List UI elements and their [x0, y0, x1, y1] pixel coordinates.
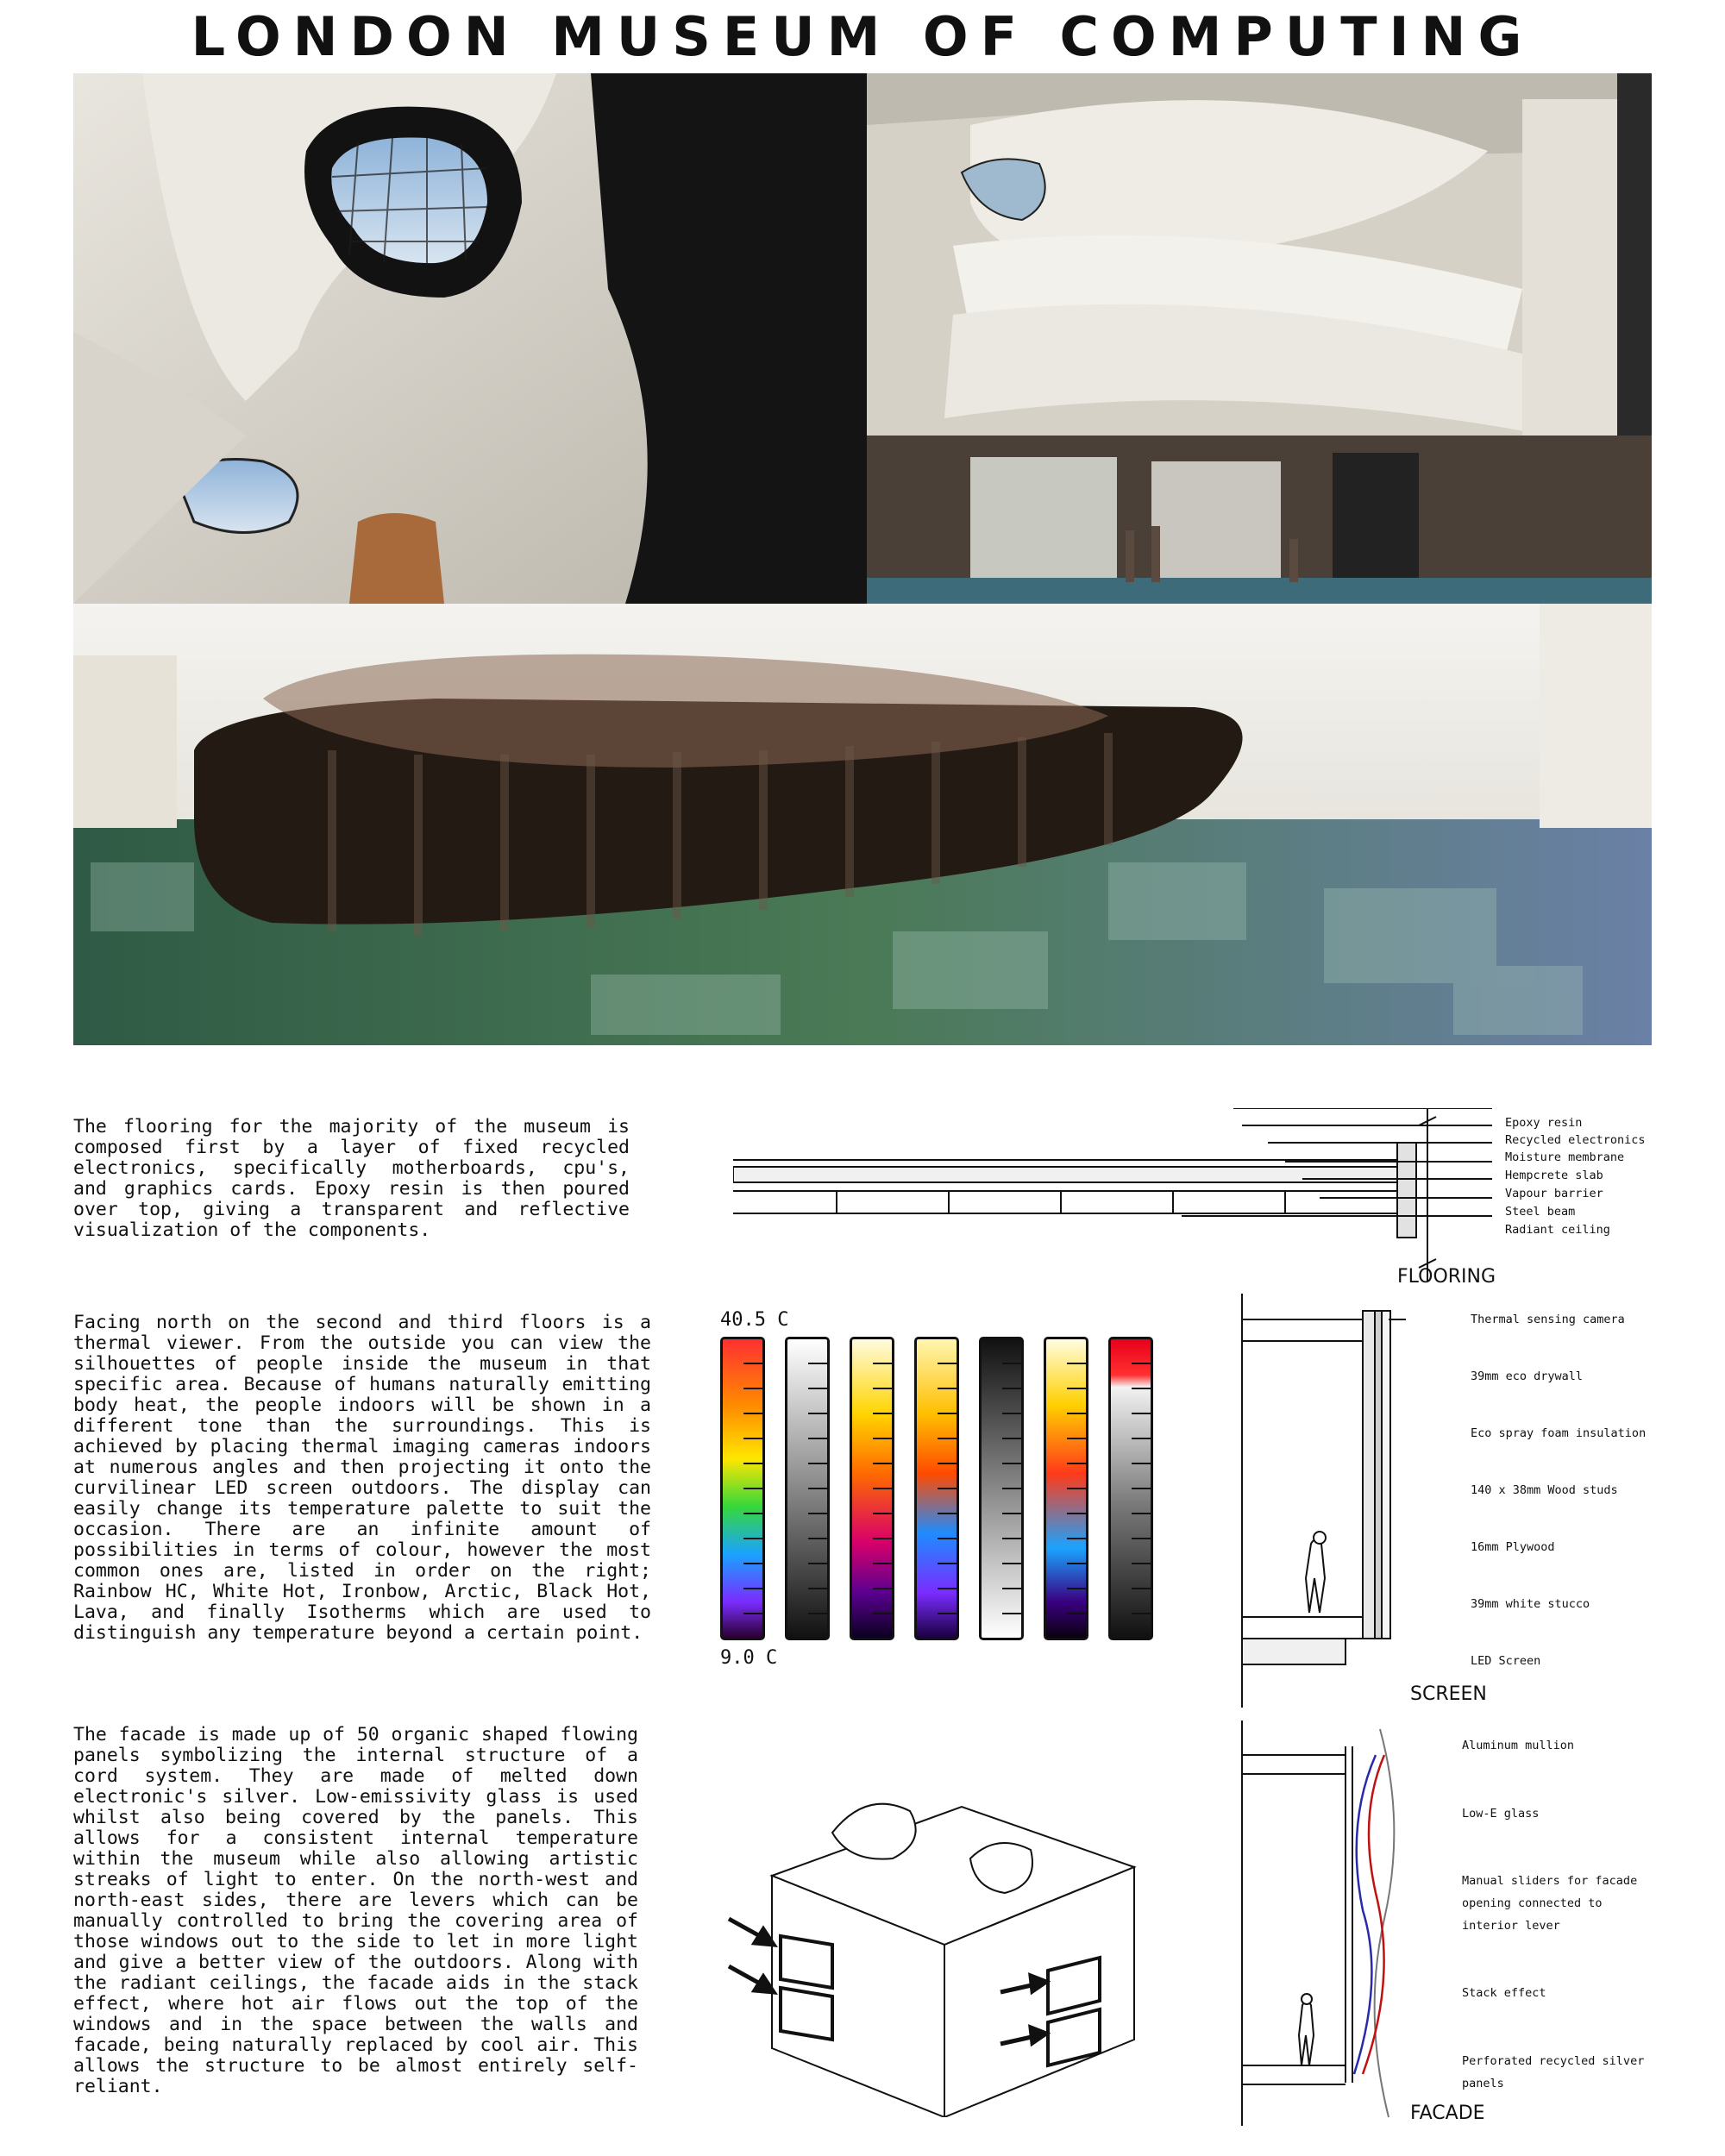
flooring-layer-label: Radiant ceiling: [1505, 1223, 1610, 1237]
flooring-section-diagram: [733, 1108, 1509, 1281]
facade-caption: FACADE: [1410, 2103, 1485, 2124]
facade-label: panels: [1462, 2077, 1504, 2090]
thermal-min-temperature: 9.0 C: [720, 1647, 778, 1669]
facade-section-diagram: [1233, 1720, 1484, 2126]
screen-layer-label: 39mm eco drywall: [1471, 1369, 1584, 1383]
screen-layer-label: 140 x 38mm Wood studs: [1471, 1483, 1618, 1497]
palette-ironbow: [850, 1337, 894, 1640]
render-skylight-view: [73, 73, 867, 604]
flooring-layer-label: Steel beam: [1505, 1205, 1576, 1219]
facade-label: opening connected to: [1462, 1896, 1603, 1910]
render-atrium-view: [867, 73, 1652, 604]
screen-layer-label: 16mm Plywood: [1471, 1540, 1555, 1554]
palette-arctic: [914, 1337, 959, 1640]
screen-section-drawing: [1233, 1294, 1492, 1708]
thermal-max-temperature: 40.5 C: [720, 1309, 789, 1331]
palette-black-hot: [979, 1337, 1024, 1640]
screen-caption: SCREEN: [1410, 1683, 1487, 1705]
flooring-layer-label: Vapour barrier: [1505, 1187, 1603, 1200]
palette-lava: [1044, 1337, 1088, 1640]
poster-title: LONDON MUSEUM OF COMPUTING: [191, 7, 1534, 67]
thermal-viewer-description: Facing north on the second and third floors is a thermal viewer. From the outside you can view the silhouettes of people inside the museum in that specific area. Because of humans naturally emitting body heat, the people indoors will be shown in a different tone than the surroundings. This is achieved by placing thermal imaging cameras indoors at numerous angles and then projecting it onto the curvilinear LED screen outdoors. The display can easily change its temperature palette to suit the occasion. There are an infinite amount of possibilities in terms of colour, however the most common ones are, listed in order on the right; Rainbow HC, White Hot, Ironbow, Arctic, Black Hot, Lava, and finally Isotherms which are used to distinguish any temperature beyond a certain point.: [73, 1312, 651, 1644]
facade-label: Aluminum mullion: [1462, 1739, 1575, 1752]
flooring-layer-label: Epoxy resin: [1505, 1116, 1583, 1130]
panorama-render-image: [73, 604, 1652, 1045]
flooring-caption: FLOORING: [1397, 1266, 1496, 1288]
flooring-layer-label: Hempcrete slab: [1505, 1169, 1603, 1182]
facade-section-drawing: [1233, 1720, 1484, 2126]
palette-rainbow-hc: [720, 1337, 765, 1640]
facade-label: Stack effect: [1462, 1986, 1546, 2000]
render-panorama-floor: [73, 604, 1652, 1045]
screen-layer-label: Eco spray foam insulation: [1471, 1426, 1647, 1440]
facade-description: The facade is made up of 50 organic shaped flowing panels symbolizing the internal structure of a cord system. They are made of melted down electronic's silver. Low-emissivity glass is used whilst also being covered by the panels. This allows for a consistent internal temperature within the museum while also allowing artistic streaks of light to enter. On the north-west and north-east sides, there are levers which can be manually controlled to bring the covering area of those windows out to the side to let in more light and give a better view of the outdoors. Along with the radiant ceilings, the facade aids in the stack effect, where hot air flows out the top of the windows and in the space between the walls and facade, being naturally replaced by cool air. This allows the structure to be almost entirely self-reliant.: [73, 1724, 638, 2097]
atrium-render-image: [867, 73, 1652, 604]
facade-axonometric-diagram: [720, 1772, 1169, 2117]
screen-layer-label: 39mm white stucco: [1471, 1597, 1590, 1611]
flooring-layer-label: Moisture membrane: [1505, 1150, 1625, 1164]
screen-layer-label: LED Screen: [1471, 1654, 1541, 1668]
facade-label: interior lever: [1462, 1919, 1560, 1933]
facade-label: Manual sliders for facade: [1462, 1874, 1638, 1888]
screen-layer-label: Thermal sensing camera: [1471, 1313, 1625, 1326]
skylight-render-image: [73, 73, 867, 604]
palette-white-hot: [785, 1337, 830, 1640]
palette-isotherms: [1108, 1337, 1153, 1640]
flooring-section-drawing: [733, 1108, 1509, 1281]
flooring-description: The flooring for the majority of the museum is composed first by a layer of fixed recycled electronics, specifically motherboards, cpu's, and graphics cards. Epoxy resin is then poured over top, giving a transparent and reflective visualization of the components.: [73, 1116, 630, 1241]
facade-label: Low-E glass: [1462, 1807, 1540, 1821]
facade-label: Perforated recycled silver: [1462, 2054, 1645, 2068]
flooring-layer-label: Recycled electronics: [1505, 1133, 1646, 1147]
axonometric-drawing: [720, 1772, 1169, 2117]
screen-section-diagram: [1233, 1294, 1492, 1708]
